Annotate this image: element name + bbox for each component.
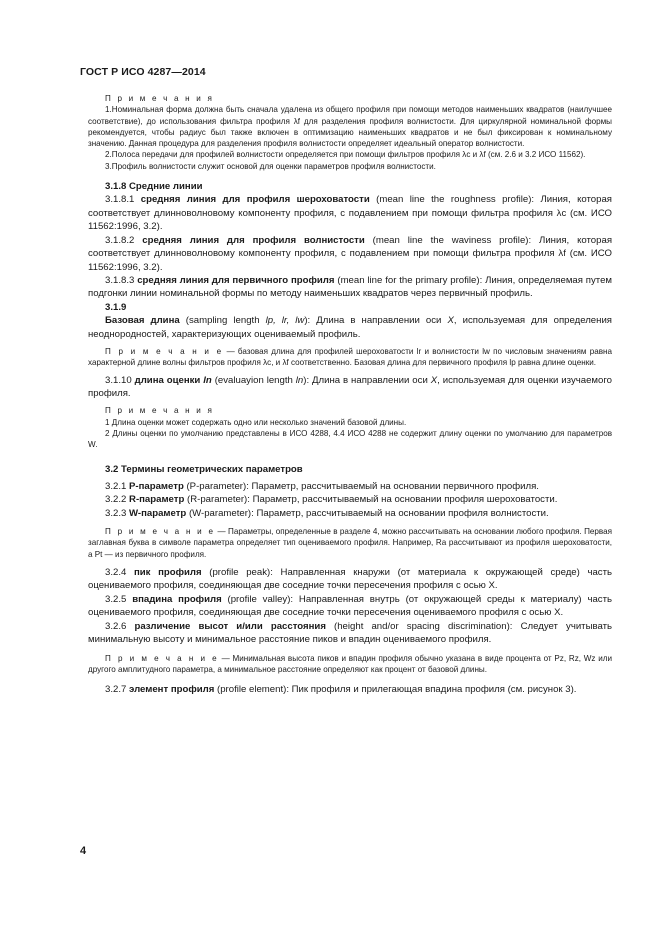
- term: пик профиля: [133, 567, 202, 579]
- paragraph: [88, 683, 612, 696]
- paragraph: [88, 274, 612, 301]
- note-item: 3.Профиль волнистости служит основой для оценки параметров профиля волнистости.: [105, 161, 436, 171]
- clause-number: 3.2.6: [105, 620, 127, 632]
- paragraph: [88, 314, 612, 341]
- note-item: 1 Длина оценки может содержать одно или несколько значений базовой длины.: [105, 417, 407, 427]
- paragraph: [88, 566, 612, 593]
- clause-number: 3.1.8.1: [105, 194, 135, 206]
- term: средняя линия для профиля волнистости: [142, 234, 365, 246]
- paragraph: [88, 480, 612, 493]
- definition: , используемая для оценки изучаемого профиля.: [88, 374, 612, 399]
- term: впадина профиля: [132, 593, 222, 605]
- definition: (mean line the waviness profile): Линия, которая соответствует длинноволновому компоненту профиля, с подавлением при помощи фильтра профиля λf (см. ИСО 11562:1996, 3.2).: [88, 234, 613, 273]
- term: P-параметр: [129, 480, 184, 492]
- term: W-параметр: [129, 507, 187, 519]
- clause-number: 3.1.8.3: [105, 274, 135, 286]
- symbol: ln: [295, 374, 304, 386]
- definition: (height and/or spacing discrimination): Следует учитывать минимальную высоту и минимальное расстояние пиков и впадин оцениваемого профиля.: [88, 620, 612, 646]
- symbol: X: [430, 374, 438, 386]
- note-label: П р и м е ч а н и е: [105, 527, 216, 537]
- clause-number: 3.2.5: [105, 593, 127, 605]
- definition: Параметр, рассчитываемый на основании профиля шероховатости.: [252, 494, 558, 506]
- note-label: П р и м е ч а н и е: [105, 346, 224, 356]
- definition: (mean line for the primary profile): Линия, определяемая путем подгонки линии номинальной формы по методу наименьших квадратов через первичный профиль.: [88, 274, 613, 300]
- term: средняя линия для первичного профиля: [137, 274, 335, 286]
- definition: Параметр, рассчитываемый на основании первичного профиля.: [251, 480, 539, 492]
- clause-number: 3.1.8.2: [105, 234, 135, 246]
- definition: (profile peak): Направленная кнаружи (от материала к окружающей среде) часть оцениваемого профиля, соединяющая две соседние точки пересечения профиля с осью X.: [88, 567, 612, 592]
- term: средняя линия для профиля шероховатости: [140, 194, 370, 206]
- note-item: 2.Полоса передачи для профилей волнистости определяется при помощи фильтров профиля λc и λf (см. 2.6 и 3.2 ИСО 11562).: [105, 150, 586, 160]
- paragraph: [88, 507, 612, 520]
- definition: (mean line the roughness profile): Линия, которая соответствует длинноволновому компоненту профиля, с подавлением при помощи фильтра профиля λc (см. ИСО 11562:1996, 3.2).: [88, 194, 613, 233]
- note: [88, 653, 612, 676]
- term: R-параметр: [129, 494, 185, 506]
- symbol: lp, lr, lw: [265, 315, 305, 327]
- definition: , используемая для определения неоднородностей, характеризующих оцениваемый профиль.: [88, 315, 612, 340]
- note-text: — базовая длина для профилей шероховатости lr и волнистости lw по числовым значениям равна характерной длине волны фильтров профиля λc, и λf соответственно. Базовая длина для первичного профиля lp равна длине оценки.: [88, 346, 612, 368]
- term: различение высот и/или расстояния: [134, 620, 326, 632]
- clause-number: 3.2.3: [105, 507, 127, 519]
- clause-number: 3.2.1: [105, 480, 127, 492]
- page-number: 4: [80, 845, 87, 857]
- symbol: ln: [203, 374, 212, 386]
- paragraph: [88, 620, 612, 647]
- note: [88, 346, 612, 369]
- clause-number: 3.1.9: [105, 301, 127, 313]
- document-header: ГОСТ Р ИСО 4287—2014: [80, 66, 206, 78]
- clause-number: 3.2.4: [105, 567, 127, 579]
- term: длина оценки: [134, 374, 201, 386]
- definition: (evaluayion length: [214, 374, 293, 386]
- note-text: — Параметры, определенные в разделе 4, можно рассчитывать на основании любого профиля. Первая заглавная буква в символе параметра определяет тип оцениваемого профиля. Например, Ra рассчитывают из профиля шероховатости, а Pt — из первичного профиля.: [88, 527, 613, 559]
- definition: (profile valley): Направленная внутрь (от окружающей среды к материалу) часть оцениваемого профиля, соединяющая две соседние точки пересечения оцениваемого профиля с осью X.: [88, 593, 612, 619]
- section-heading: 3.2 Термины геометрических параметров: [105, 463, 303, 475]
- term: Базовая длина: [105, 315, 180, 327]
- paragraph: [88, 193, 612, 233]
- english-term: (W-parameter):: [188, 507, 254, 519]
- paragraph: [88, 493, 612, 506]
- english-term: (R-parameter):: [187, 494, 250, 506]
- section-heading: 3.1.8 Средние линии: [105, 181, 203, 193]
- clause-number: 3.1.10: [105, 374, 132, 386]
- note-text: — Минимальная высота пиков и впадин профиля обычно указана в виде процента от Pz, Rz, Wz или другого амплитудного параметра, а минимальное расстояние определяют как процент от базовой длины.: [88, 653, 613, 674]
- paragraph: [88, 374, 612, 401]
- note: [88, 526, 612, 560]
- notes-title: П р и м е ч а н и я: [105, 406, 215, 416]
- clause-number: 3.2.7: [105, 684, 127, 696]
- clause-number: 3.2.2: [105, 494, 127, 506]
- term: элемент профиля: [129, 684, 215, 696]
- notes-title: П р и м е ч а н и я: [105, 94, 215, 103]
- english-term: (P-parameter):: [186, 480, 249, 492]
- definition: (profile element): Пик профиля и прилегающая впадина профиля (см. рисунок 3).: [217, 684, 577, 696]
- paragraph: [88, 593, 612, 620]
- definition: Параметр, рассчитываемый на основании профиля волнистости.: [256, 507, 549, 519]
- note-item: 1.Номинальная форма должна быть сначала удалена из общего профиля при помощи методов наименьших квадратов (наилучшее соответствие), до использования фильтра профиля λf для разделения профиля волнистости. Для циркулярной номинальной формы рекомендуется, чтобы радиус был также включен в оптимизацию наименьших квадратов и не был фиксирован к номинальному значению. Данная процедура для разделения профиля волнистости определяет идеальный оператор волнистости.: [88, 105, 612, 149]
- document-body: [88, 93, 612, 697]
- symbol: X: [447, 315, 454, 327]
- paragraph: [88, 234, 612, 274]
- definition: ): Длина в направлении оси: [304, 315, 442, 327]
- definition: ): Длина в направлении оси: [303, 374, 428, 386]
- note-label: П р и м е ч а н и е: [105, 653, 219, 663]
- note-item: 2 Длины оценки по умолчанию представлены в ИСО 4288, 4.4 ИСО 4288 не содержит длину оценки по умолчанию для параметров W.: [88, 428, 612, 450]
- definition: (sampling length: [185, 315, 260, 327]
